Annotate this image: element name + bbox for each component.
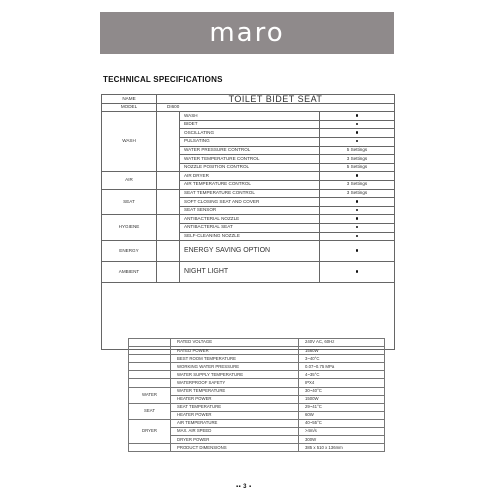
feature-spacer [157,112,180,172]
rating-row [129,363,385,371]
product-name: TOILET BIDET SEAT [157,95,395,104]
rating-value: 60W [299,411,385,419]
features-table [101,94,395,350]
brand-logo: maro [209,18,285,48]
feature-spacer [157,262,180,283]
rating-label: HEATER POWER [171,411,299,419]
feature-row [102,262,395,283]
feature-category-seat: SEAT [102,189,157,215]
included-dot-icon [320,223,395,232]
rating-value: 385 x 510 x 136mm [299,444,385,452]
rating-label: WATER SUPPLY TEMPERATURE [171,371,299,379]
model-label: MODEL [102,103,157,112]
included-dot-icon [320,172,395,181]
model-row [102,103,395,112]
rating-label: DRYER POWER [171,436,299,444]
included-dot-icon [320,215,395,224]
rating-row [129,387,385,395]
included-dot-icon [320,112,395,121]
rating-blank [129,379,171,387]
rating-label: MAX. AIR SPEED [171,428,299,436]
feature-value: 5 Settings [320,146,395,155]
feature-label: ENERGY SAVING OPTION [180,241,320,262]
feature-label: AIR DRYER [180,172,320,181]
rating-label: HEATER POWER [171,395,299,403]
rating-blank [129,339,171,347]
rating-row [129,347,385,355]
rating-blank [129,444,171,452]
feature-value: 3 Settings [320,180,395,189]
rating-value: 0.07~0.75 MPa [299,363,385,371]
feature-spacer [157,241,180,262]
rating-value: 4~35°C [299,371,385,379]
rating-value: 40~55°C [299,419,385,427]
included-dot-icon [320,129,395,138]
feature-category-hygiene: HYGIENE [102,215,157,241]
feature-label: SELF-CLEANING NOZZLE [180,232,320,241]
brand-banner [100,12,394,54]
rating-value: 240V AC, 60Hz [299,339,385,347]
feature-label: ANTIBACTERIAL SEAT [180,223,320,232]
rating-row [129,419,385,427]
rating-category-dryer: DRYER [129,419,171,443]
rating-label: SEAT TEMPERATURE [171,403,299,411]
feature-label: NOZZLE POSITION CONTROL [180,163,320,172]
feature-category-wash: WASH [102,112,157,172]
rating-row [129,355,385,363]
rating-value: 1500W [299,395,385,403]
included-dot-icon [320,241,395,262]
rating-value: 3~40°C [299,355,385,363]
rating-label: RATED VOLTAGE [171,339,299,347]
feature-label: AIR TEMPERATURE CONTROL [180,180,320,189]
included-dot-icon [320,232,395,241]
feature-value: 5 Settings [320,163,395,172]
rating-blank [129,347,171,355]
included-dot-icon [320,120,395,129]
included-dot-icon [320,262,395,283]
included-dot-icon [320,198,395,207]
rating-value: 30~40°C [299,387,385,395]
rating-blank [129,355,171,363]
rating-value: IPX4 [299,379,385,387]
page-number: ▪▪ 3 ▪ [236,484,252,490]
feature-label: WATER PRESSURE CONTROL [180,146,320,155]
rating-row [129,444,385,452]
feature-label: OSCILLATING [180,129,320,138]
rating-value: >4m/s [299,428,385,436]
feature-label: SEAT TEMPERATURE CONTROL [180,189,320,198]
feature-row [102,172,395,181]
rating-label: WATERPROOF SAFETY [171,379,299,387]
feature-label: WATER TEMPERATURE CONTROL [180,155,320,164]
name-label: NAME [102,95,157,104]
rating-blank [129,371,171,379]
feature-label: SEAT SENSOR [180,206,320,215]
rating-row [129,403,385,411]
rating-label: BEST ROOM TEMPERATURE [171,355,299,363]
feature-row [102,215,395,224]
feature-value: 3 Settings [320,189,395,198]
feature-row [102,241,395,262]
rating-blank [129,363,171,371]
feature-label: WASH [180,112,320,121]
feature-row [102,189,395,198]
feature-row [102,112,395,121]
feature-value: 3 Settings [320,155,395,164]
feature-label: PULSATING [180,137,320,146]
rating-row [129,339,385,347]
rating-category-seat: SEAT [129,403,171,419]
rating-value: 1560W [299,347,385,355]
rating-label: WORKING WATER PRESSURE [171,363,299,371]
feature-category-air: AIR [102,172,157,189]
feature-category-ambient: AMBIENT [102,262,157,283]
feature-label: SOFT CLOSING SEAT AND COVER [180,198,320,207]
feature-spacer [157,189,180,215]
ratings-table [128,338,385,452]
rating-value: 300W [299,436,385,444]
included-dot-icon [320,206,395,215]
model-value: DI600 [157,103,395,112]
included-dot-icon [320,137,395,146]
page-heading: TECHNICAL SPECIFICATIONS [103,75,223,84]
rating-value: 29~41°C [299,403,385,411]
rating-row [129,371,385,379]
feature-spacer [157,215,180,241]
feature-category-energy: ENERGY [102,241,157,262]
rating-label: AIR TEMPERATURE [171,419,299,427]
feature-label: ANTIBACTERIAL NOZZLE [180,215,320,224]
feature-label: NIGHT LIGHT [180,262,320,283]
rating-category-water: WATER [129,387,171,403]
name-row [102,95,395,104]
rating-label: WATER TEMPERATURE [171,387,299,395]
feature-label: BIDET [180,120,320,129]
feature-spacer [157,172,180,189]
rating-row [129,379,385,387]
rating-label: RATED POWER [171,347,299,355]
rating-label: PRODUCT DIMENSIONS [171,444,299,452]
